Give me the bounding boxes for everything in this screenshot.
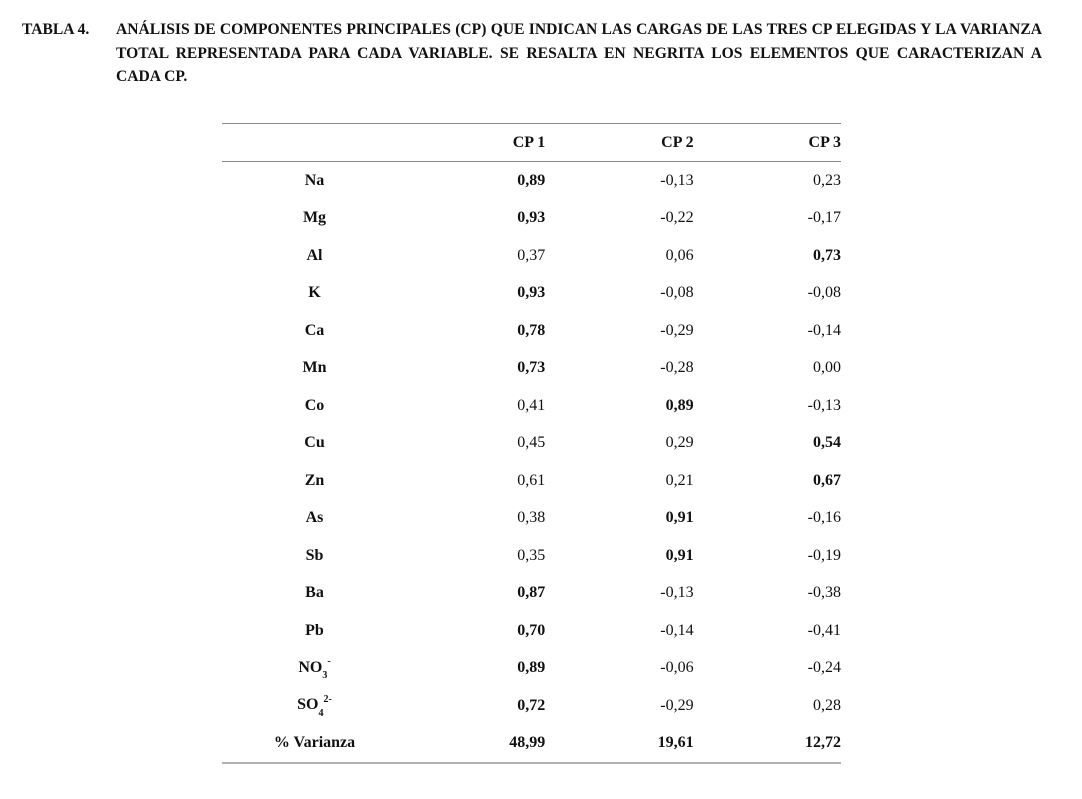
table-row [222,425,841,463]
cell-cp3: -0,38 [807,584,841,602]
row-variable: Mn [302,359,327,377]
cell-cp2: -0,08 [660,284,694,302]
cell-cp1: 0,37 [517,246,546,264]
row-variable: As [305,509,324,527]
header-cp1: CP 1 [407,124,545,162]
table-row [222,537,841,575]
header-variable [222,124,407,162]
caption-label: TABLA 4. [22,21,90,38]
cell-cp3: -0,13 [807,396,841,414]
cell-cp2: 0,21 [665,471,694,489]
cell-cp2: -0,06 [660,659,694,677]
cell-cp3: -0,14 [807,321,841,339]
cell-cp2: 0,29 [665,434,694,452]
row-variable: Cu [304,434,325,452]
cell-cp2: -0,13 [660,171,694,189]
table-row [222,575,841,613]
cell-cp3: -0,17 [807,209,841,227]
header-cp3: CP 3 [694,124,841,162]
cell-cp1: 0,38 [517,509,546,527]
cell-cp3: 0,00 [813,359,841,377]
cell-cp1: 0,72 [517,696,546,714]
cell-cp3: 0,28 [813,696,841,714]
cell-cp3: 0,73 [813,246,841,264]
cell-cp2: -0,29 [660,321,694,339]
cell-cp2: 19,61 [545,725,693,764]
row-variable: Mg [302,209,327,227]
cell-cp1: 0,93 [517,209,546,227]
cell-cp3: -0,24 [807,659,841,677]
row-variable: Ba [305,584,324,602]
table-row [222,312,841,350]
cell-cp2: -0,14 [660,621,694,639]
cell-cp3: -0,08 [807,284,841,302]
table-row [222,650,841,688]
table-row [222,200,841,238]
cell-cp2: -0,22 [660,209,694,227]
pca-loadings-table [222,123,841,764]
table-row [222,237,841,275]
row-variable: $NO_3^-$ [298,656,331,681]
row-variable: Zn [304,471,325,489]
row-variable: $SO_4^{2-}$ [297,693,332,719]
cell-cp1: 48,99 [407,725,545,764]
table-row [222,350,841,388]
cell-cp3: -0,41 [807,621,841,639]
table-row [222,162,841,200]
caption-text: ANÁLISIS DE COMPONENTES PRINCIPALES (CP) QUE INDICAN LAS CARGAS DE LAS TRES CP ELEGIDAS Y LA VARIANZA TOTAL REPRESENTADA PARA CADA VARIABLE. SE RESALTA EN NEGRITA LOS ELEMENTOS QUE CARACTERIZAN A CADA CP. [116,21,1042,85]
table-row [222,500,841,538]
row-variable: Na [304,171,325,189]
header-row [222,124,841,162]
row-variable: Co [304,396,325,414]
cell-cp1: 0,73 [517,359,546,377]
header-cp2: CP 2 [545,124,693,162]
cell-cp1: 0,89 [517,659,546,677]
table-row [222,387,841,425]
cell-cp2: 0,06 [665,246,694,264]
cell-cp1: 0,41 [517,396,546,414]
table-row [222,275,841,313]
table-row [222,687,841,725]
cell-cp1: 0,87 [517,584,546,602]
cell-cp2: -0,29 [660,696,694,714]
cell-cp3: 0,67 [813,471,841,489]
cell-cp3: 12,72 [694,725,841,764]
cell-cp2: 0,91 [665,546,694,564]
cell-cp1: 0,70 [517,621,546,639]
cell-cp1: 0,35 [517,546,546,564]
cell-cp1: 0,93 [517,284,546,302]
cell-cp2: 0,91 [665,509,694,527]
cell-cp3: -0,19 [807,546,841,564]
row-variable: % Varianza [222,725,407,764]
cell-cp1: 0,78 [517,321,546,339]
cell-cp3: -0,16 [807,509,841,527]
cell-cp1: 0,45 [517,434,546,452]
row-variable: Ca [304,321,325,339]
table-caption [22,18,1042,89]
table-row [222,725,841,764]
table-row [222,462,841,500]
cell-cp3: 0,54 [813,434,841,452]
row-variable: Sb [305,546,324,564]
table-row [222,612,841,650]
row-variable: K [308,284,321,302]
cell-cp2: -0,13 [660,584,694,602]
cell-cp1: 0,89 [517,171,546,189]
row-variable: Al [306,246,323,264]
cell-cp1: 0,61 [517,471,546,489]
cell-cp2: 0,89 [665,396,694,414]
row-variable: Pb [305,621,324,639]
cell-cp2: -0,28 [660,359,694,377]
cell-cp3: 0,23 [813,171,841,189]
